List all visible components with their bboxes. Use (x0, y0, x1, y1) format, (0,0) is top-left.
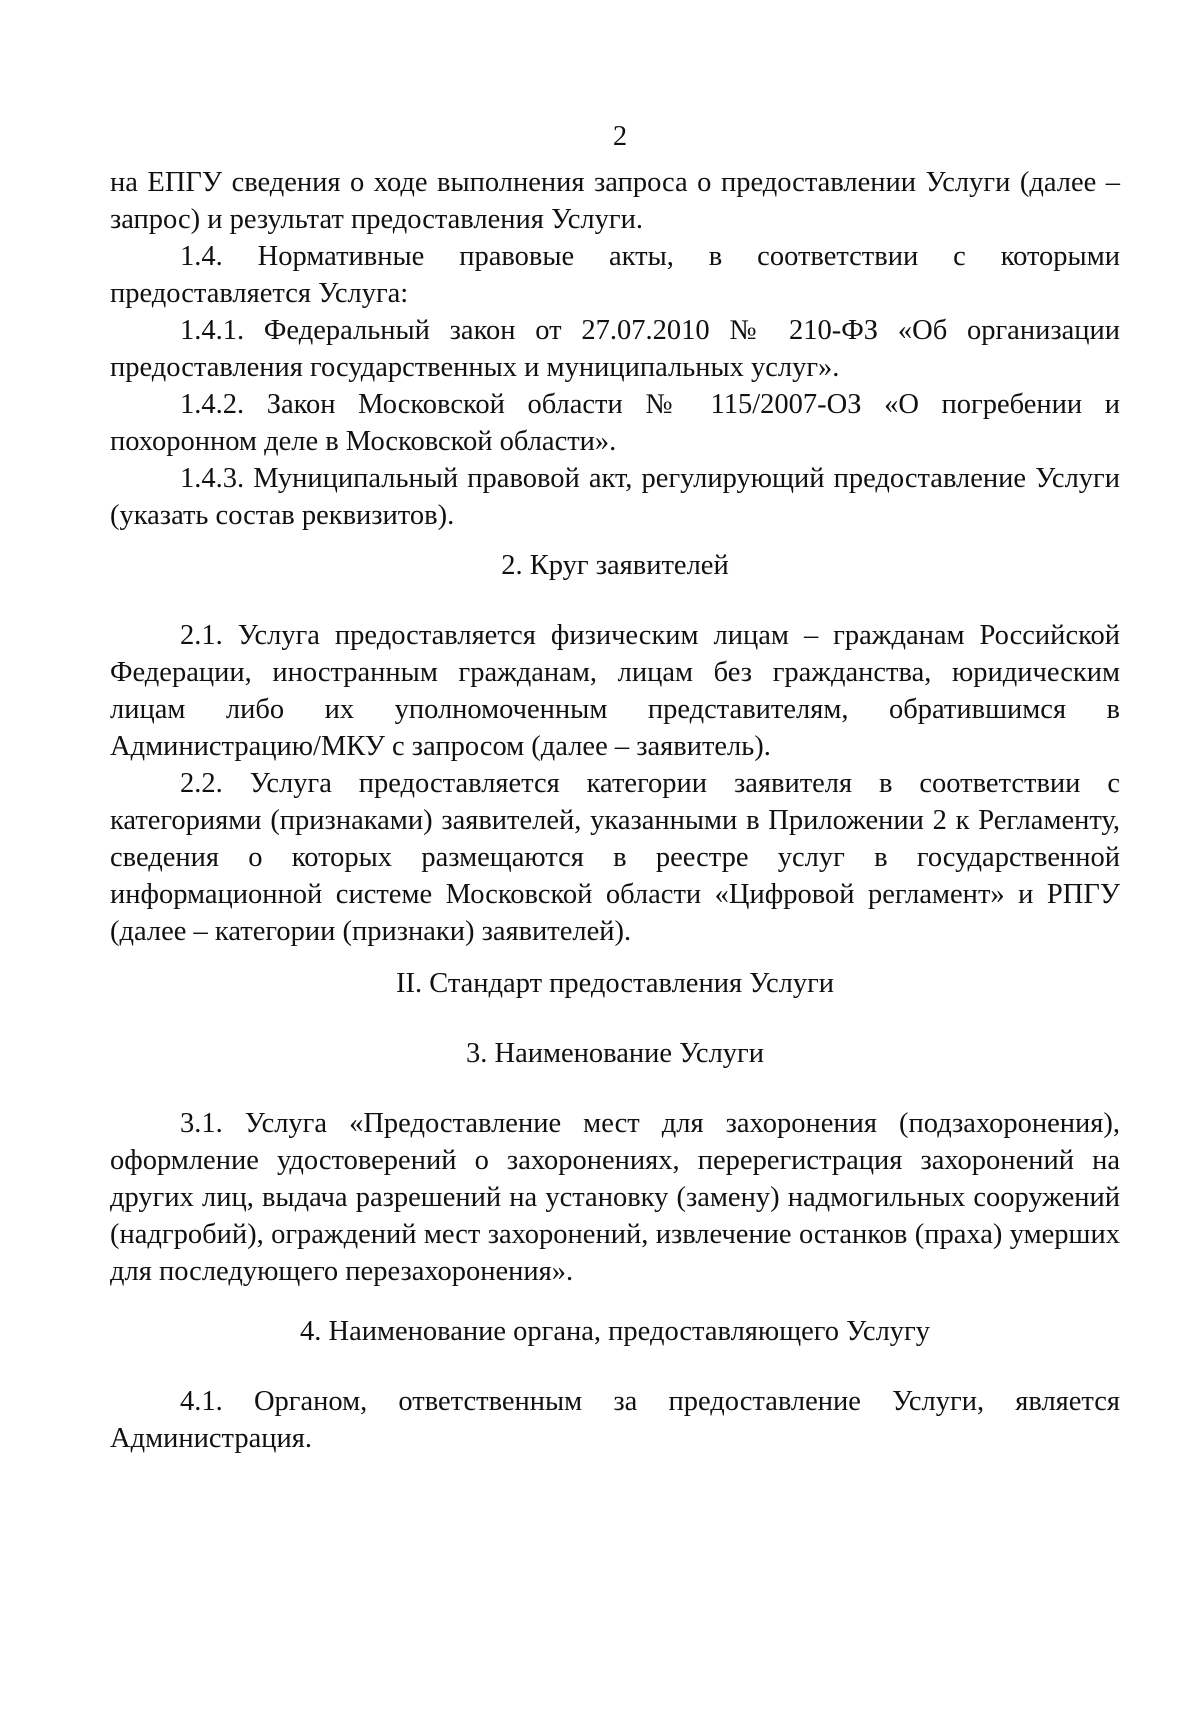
section-4-heading: 4. Наименование органа, предоставляющего Услугу (300, 1316, 930, 1347)
section-3-heading: 3. Наименование Услуги (466, 1038, 764, 1069)
paragraph-continuation: на ЕПГУ сведения о ходе выполнения запроса о предоставлении Услуги (далее – запрос) и результат предоставления Услуги. (110, 167, 1120, 235)
section-3-body (110, 1105, 1120, 1290)
section-4-body (110, 1383, 1120, 1457)
paragraph-4-1: 4.1. Органом, ответственным за предоставление Услуги, является Администрация. (110, 1386, 1120, 1454)
paragraph-3-1: 3.1. Услуга «Предоставление мест для захоронения (подзахоронения), оформление удостоверений о захоронениях, перерегистрация захоронений на других лиц, выдача разрешений на установку (замену) надмогильных сооружений (надгробий), ограждений мест захоронений, извлечение останков (праха) умерших для последующего перезахоронения». (110, 1108, 1120, 1287)
section-2-heading: 2. Круг заявителей (501, 550, 729, 581)
chapter-2-heading: II. Стандарт предоставления Услуги (395, 968, 835, 999)
paragraph-1-4-2: 1.4.2. Закон Московской области № 115/2007-ОЗ «О погребении и похоронном деле в Московской области». (110, 389, 1120, 457)
paragraph-2-1: 2.1. Услуга предоставляется физическим лицам – гражданам Российской Федерации, иностранным гражданам, лицам без гражданства, юридическим лицам либо их уполномоченным представителям, обратившимся в Администрацию/МКУ с запросом (далее – заявитель). (110, 620, 1120, 762)
paragraph-2-2: 2.2. Услуга предоставляется категории заявителя в соответствии с категориями (признаками) заявителей, указанными в Приложении 2 к Регламенту, сведения о которых размещаются в реестре услуг в государственной информационной системе Московской области «Цифровой регламент» и РПГУ (далее – категории (признаки) заявителей). (110, 768, 1120, 947)
page-number: 2 (612, 121, 628, 152)
paragraph-1-4-3: 1.4.3. Муниципальный правовой акт, регулирующий предоставление Услуги (указать состав реквизитов). (110, 463, 1120, 531)
paragraph-1-4-1: 1.4.1. Федеральный закон от 27.07.2010 № 210-ФЗ «Об организации предоставления государственных и муниципальных услуг». (110, 315, 1120, 383)
paragraph-1-4: 1.4. Нормативные правовые акты, в соответствии с которыми предоставляется Услуга: (110, 241, 1120, 309)
section-2-body (110, 617, 1120, 950)
intro-block (110, 164, 1120, 534)
